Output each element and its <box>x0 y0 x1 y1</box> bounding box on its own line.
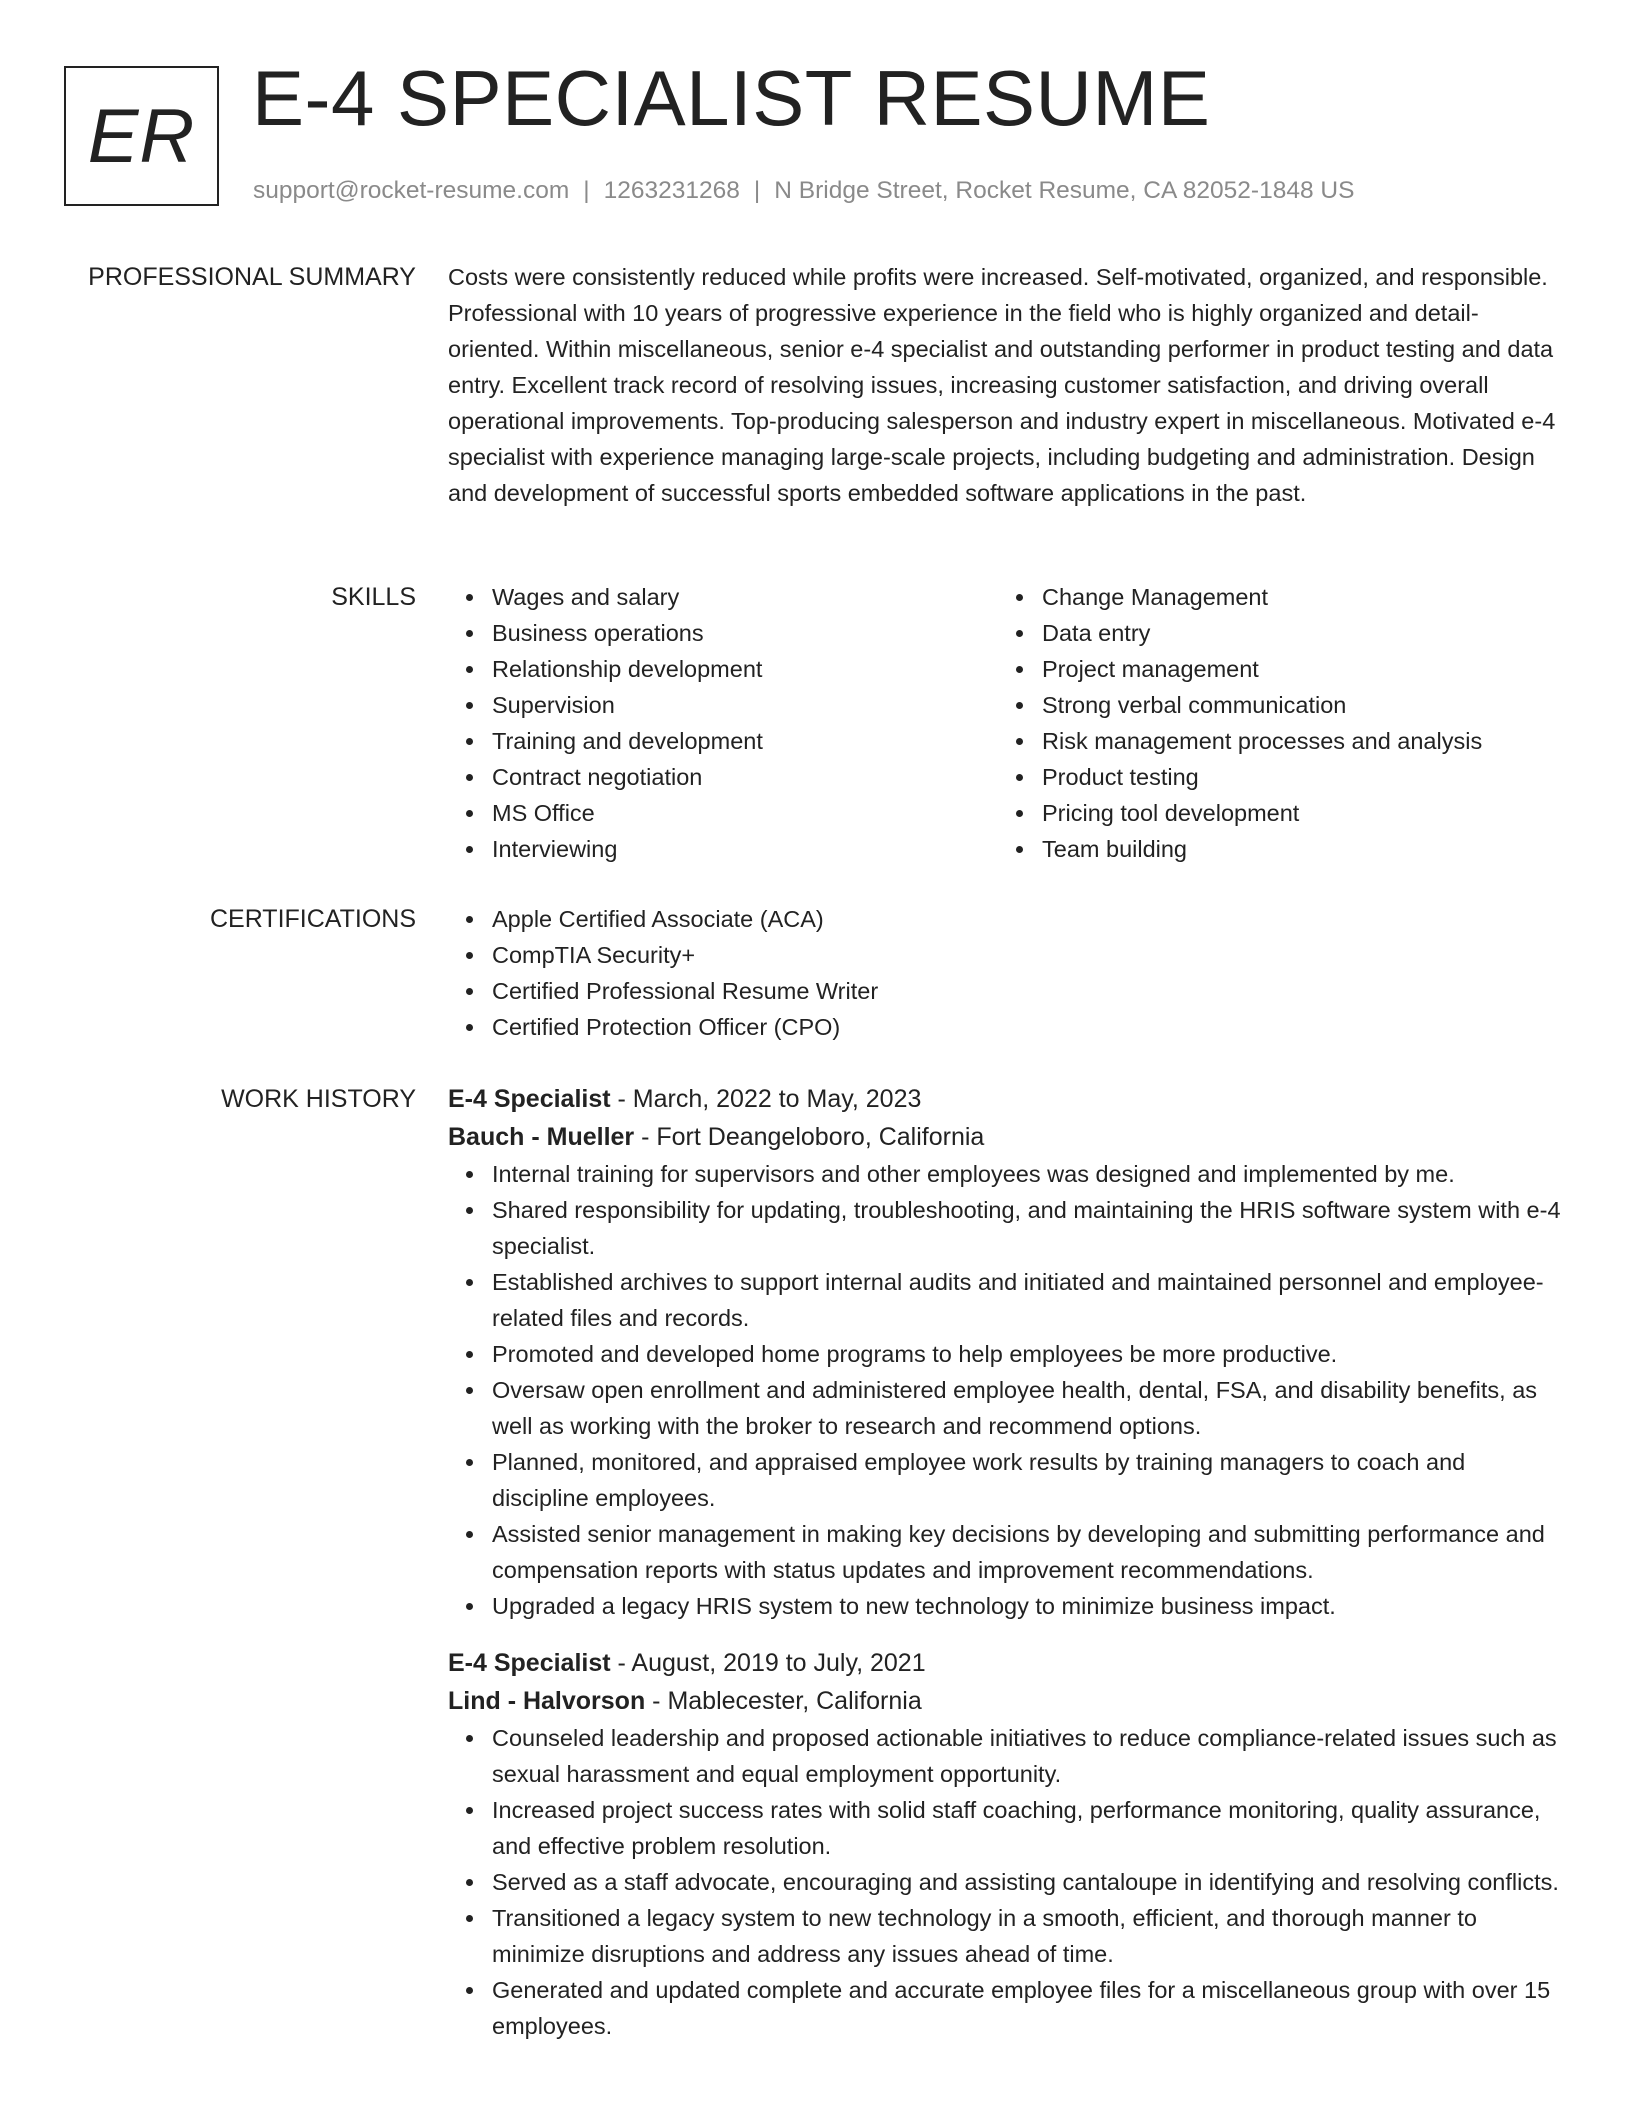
job-company: Lind - Halvorson <box>448 1687 646 1715</box>
job-company-line <box>448 1118 1566 1156</box>
job-company: Bauch - Mueller <box>448 1123 635 1151</box>
certifications-list <box>448 901 1566 1045</box>
skill-item: Training and development <box>492 723 763 759</box>
job-bullet: Increased project success rates with solid staff coaching, performance monitoring, quality assurance, and effective problem resolution. <box>492 1792 1566 1864</box>
certification-item: Certified Professional Resume Writer <box>492 973 1566 1009</box>
job-title: E-4 Specialist <box>448 1085 611 1113</box>
contact-phone: 1263231268 <box>603 177 740 204</box>
job-entry <box>448 1080 1566 1624</box>
job-bullet: Transitioned a legacy system to new technology in a smooth, efficient, and thorough manner to minimize disruptions and address any issues ahead of time. <box>492 1900 1566 1972</box>
contact-line <box>253 176 1354 205</box>
skill-item: Contract negotiation <box>492 759 763 795</box>
summary-text: Costs were consistently reduced while profits were increased. Self-motivated, organized, and responsible. Professional with 10 years of progressive experience in the field who is highly organized and detail-oriented. Within miscellaneous, senior e-4 specialist and outstanding performer in product testing and data entry. Excellent track record of resolving issues, increasing customer satisfaction, and driving overall operational improvements. Top-producing salesperson and industry expert in miscellaneous. Motivated e-4 specialist with experience managing large-scale projects, including budgeting and administration. Design and development of successful sports embedded software applications in the past. <box>448 264 1556 506</box>
job-bullet-list <box>448 1156 1566 1624</box>
job-title-line <box>448 1080 1566 1118</box>
skill-item: Risk management processes and analysis <box>1042 723 1482 759</box>
job-location: - Mablecester, California <box>645 1687 922 1715</box>
job-bullet: Established archives to support internal audits and initiated and maintained personnel and employee-related files and records. <box>492 1264 1566 1336</box>
job-company-line <box>448 1682 1566 1720</box>
certifications-section <box>448 901 1566 1045</box>
skill-item: Relationship development <box>492 651 763 687</box>
skill-item: Project management <box>1042 651 1482 687</box>
section-label-skills: SKILLS <box>331 583 416 611</box>
certification-item: Apple Certified Associate (ACA) <box>492 901 1566 937</box>
certification-item: Certified Protection Officer (CPO) <box>492 1009 1566 1045</box>
job-bullet: Generated and updated complete and accurate employee files for a miscellaneous group with over 15 employees. <box>492 1972 1566 2044</box>
job-bullet: Planned, monitored, and appraised employee work results by training managers to coach and discipline employees. <box>492 1444 1566 1516</box>
job-bullet: Counseled leadership and proposed actionable initiatives to reduce compliance-related issues such as sexual harassment and equal employment opportunity. <box>492 1720 1566 1792</box>
job-bullet: Served as a staff advocate, encouraging and assisting cantaloupe in identifying and resolving conflicts. <box>492 1864 1566 1900</box>
skill-item: MS Office <box>492 795 763 831</box>
job-bullet-list <box>448 1720 1566 2044</box>
skills-column-left <box>448 579 763 867</box>
skill-item: Pricing tool development <box>1042 795 1482 831</box>
section-label-work-history: WORK HISTORY <box>221 1085 416 1113</box>
job-dates: - March, 2022 to May, 2023 <box>610 1085 922 1113</box>
monogram-badge <box>64 66 219 206</box>
monogram-text: ER <box>87 93 196 179</box>
job-bullet: Oversaw open enrollment and administered employee health, dental, FSA, and disability benefits, as well as working with the broker to research and recommend options. <box>492 1372 1566 1444</box>
job-title: E-4 Specialist <box>448 1649 611 1677</box>
skill-item: Data entry <box>1042 615 1482 651</box>
job-bullet: Internal training for supervisors and other employees was designed and implemented by me. <box>492 1156 1566 1192</box>
section-label-certifications: CERTIFICATIONS <box>209 905 416 933</box>
work-history-section <box>448 1080 1566 2044</box>
skill-item: Change Management <box>1042 579 1482 615</box>
skill-item: Business operations <box>492 615 763 651</box>
contact-address: N Bridge Street, Rocket Resume, CA 82052-1848 US <box>774 177 1355 204</box>
job-bullet: Assisted senior management in making key decisions by developing and submitting performance and compensation reports with status updates and improvement recommendations. <box>492 1516 1566 1588</box>
summary-section <box>448 259 1566 511</box>
skill-item: Product testing <box>1042 759 1482 795</box>
job-bullet: Promoted and developed home programs to help employees be more productive. <box>492 1336 1566 1372</box>
skills-list-left <box>448 579 763 867</box>
contact-separator: | <box>583 177 590 204</box>
job-entry <box>448 1644 1566 2044</box>
resume-title: E-4 SPECIALIST RESUME <box>252 54 1211 142</box>
skills-section <box>448 579 1566 879</box>
skill-item: Wages and salary <box>492 579 763 615</box>
job-title-line <box>448 1644 1566 1682</box>
job-bullet: Upgraded a legacy HRIS system to new technology to minimize business impact. <box>492 1588 1566 1624</box>
skill-item: Supervision <box>492 687 763 723</box>
job-dates: - August, 2019 to July, 2021 <box>610 1649 926 1677</box>
skills-list-right <box>998 579 1482 867</box>
certification-item: CompTIA Security+ <box>492 937 1566 973</box>
skill-item: Strong verbal communication <box>1042 687 1482 723</box>
section-label-summary: PROFESSIONAL SUMMARY <box>88 263 416 291</box>
contact-separator: | <box>753 177 761 204</box>
skill-item: Team building <box>1042 831 1482 867</box>
skill-item: Interviewing <box>492 831 763 867</box>
skills-column-right <box>998 579 1482 867</box>
job-location: - Fort Deangeloboro, California <box>634 1123 985 1151</box>
job-bullet: Shared responsibility for updating, troubleshooting, and maintaining the HRIS software system with e-4 specialist. <box>492 1192 1566 1264</box>
contact-email: support@rocket-resume.com <box>253 177 570 204</box>
